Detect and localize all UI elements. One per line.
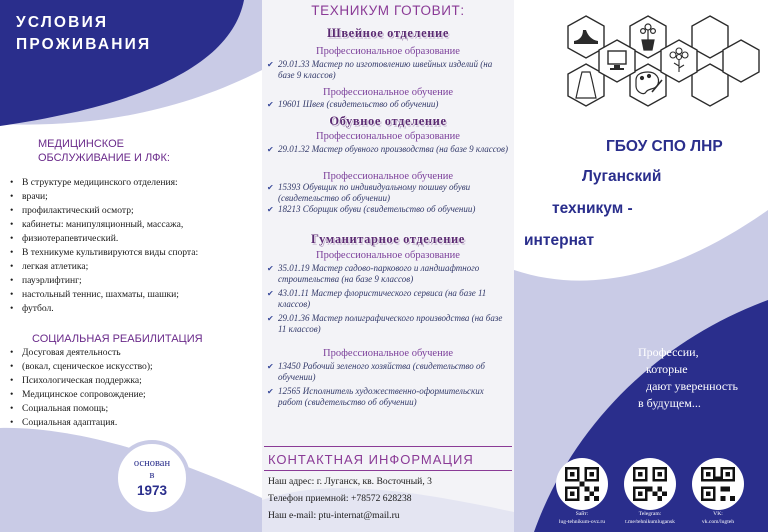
prof-education-label: Профессиональное образование [316,131,460,142]
right-panel [514,0,768,532]
prof-education-label: Профессиональное образование [316,250,460,261]
humanitarian-prof-list [266,263,510,335]
shoe-prof-list [266,144,510,155]
list-item: • врачи; [10,190,258,204]
qr-telegram[interactable]: Telegram: t.me/tehnikumlugansk [622,458,678,525]
list-item: • пауэрлифтинг; [10,274,258,288]
social-heading: СОЦИАЛЬНАЯ РЕАБИЛИТАЦИЯ [32,333,203,345]
medical-list [10,176,258,316]
living-conditions-title [16,12,151,56]
list-item: ✔ 13450 Рабочий зеленого хозяйства (свидетельство об обучении) [266,361,510,383]
divider [264,446,512,447]
sewing-train-list [266,99,510,110]
sewing-prof-list [266,59,510,81]
sewing-dept-heading: Швейное отделение [327,26,449,40]
title-line: УСЛОВИЯ [16,14,109,31]
qr-code-icon [565,467,599,501]
org-name-line: интернат [524,232,595,249]
list-item: ✔ 29.01.36 Мастер полиграфического производства (на базе 11 классов) [266,313,510,335]
list-item: • Социальная помощь; [10,402,258,416]
prof-training-label: Профессиональное обучение [323,348,453,359]
list-item: • Психологическая поддержка; [10,374,258,388]
list-item: • Медицинское сопровождение; [10,388,258,402]
profession-icons-honeycomb [552,10,764,118]
list-item: • В техникуме культивируются виды спорта: [10,246,258,260]
address-text: Наш адрес: г. Луганск, кв. Восточный, 3 [268,476,432,487]
humanitarian-dept-heading: Гуманитарное отделение [311,232,465,246]
list-item: ✔ 43.01.11 Мастер флористического сервиса (на базе 11 классов) [266,288,510,310]
phone-text: Телефон приемной: +78572 628238 [268,493,412,504]
list-item: • Социальная адаптация. [10,416,258,430]
qr-code-icon [701,467,735,501]
list-item: ✔ 35.01.19 Мастер садово-паркового и ландшафтного строительства (на базе 9 классов) [266,263,510,285]
slogan: Профессии, которые дают уверенность в будущем... [638,345,738,410]
qr-code-icon [633,467,667,501]
org-name-line: техникум - [552,200,633,217]
divider [264,470,512,471]
email-text: Наш e-mail: ptu-internat@mail.ru [268,510,400,521]
list-item: ✔ 19601 Швея (свидетельство об обучении) [266,99,510,110]
medical-heading: МЕДИЦИНСКОЕ ОБСЛУЖИВАНИЕ И ЛФК: [38,138,170,164]
qr-vk[interactable]: VK: vk.com/lugteh [690,458,746,525]
list-item: • (вокал, сценическое искусство); [10,360,258,374]
humanitarian-train-list [266,361,510,408]
list-item: ✔ 29.01.32 Мастер обувного производства (на базе 9 классов) [266,144,510,155]
org-name-line: ГБОУ СПО ЛНР [606,138,723,155]
middle-panel [262,0,514,532]
list-item: • профилактический осмотр; [10,204,258,218]
list-item: • легкая атлетика; [10,260,258,274]
shoe-dept-heading: Обувное отделение [329,114,447,128]
prof-education-label: Профессиональное образование [316,46,460,57]
prof-training-label: Профессиональное обучение [323,171,453,182]
left-panel [0,0,262,532]
list-item: • футбол. [10,302,258,316]
founded-year: 1973 [136,482,168,498]
list-item: • Досуговая деятельность [10,346,258,360]
list-item: • настольный теннис, шахматы, шашки; [10,288,258,302]
founded-badge: основан в 1973 [114,440,190,516]
list-item: ✔ 18213 Сборщик обуви (свидетельство об обучении) [266,204,510,215]
title-line: ПРОЖИВАНИЯ [16,36,152,53]
shoe-train-list [266,182,510,215]
list-item: ✔ 12565 Исполнитель художественно-оформительских работ (свидетельство об обучении) [266,386,510,408]
programs-title: ТЕХНИКУМ ГОТОВИТ: [311,3,465,18]
org-name-line: Луганский [582,168,662,185]
list-item: • кабинеты: манипуляционный, массажа, [10,218,258,232]
contacts-title: КОНТАКТНАЯ ИНФОРМАЦИЯ [268,452,474,467]
list-item: • физиотерапевтический. [10,232,258,246]
qr-site[interactable]: Sайт: lug-tehnikum-ovz.ru [554,458,610,525]
prof-training-label: Профессиональное обучение [323,87,453,98]
list-item: ✔ 15393 Обувщик по индивидуальному пошиву обуви (свидетельство об обучении) [266,182,510,204]
social-list [10,346,258,430]
list-item: ✔ 29.01.33 Мастер по изготовлению швейных изделий (на базе 9 классов) [266,59,510,81]
list-item: • В структуре медицинского отделения: [10,176,258,190]
